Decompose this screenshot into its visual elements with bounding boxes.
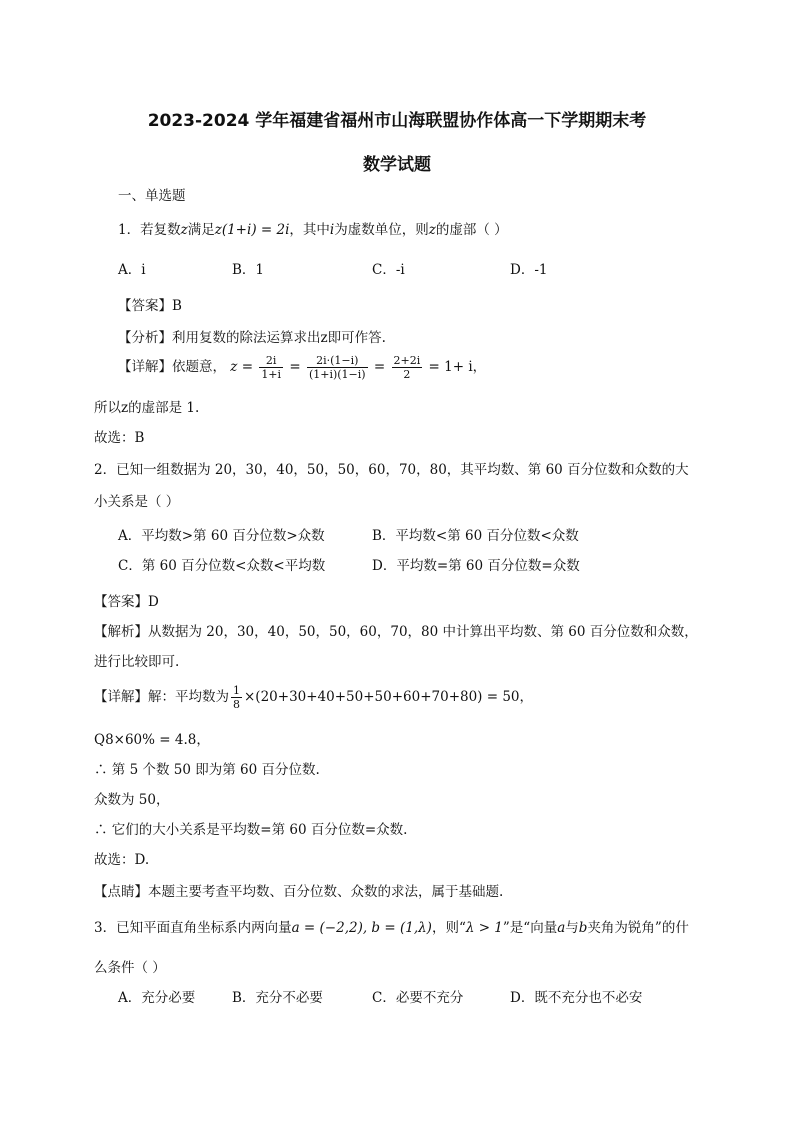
question-2-stem-line2: 小关系是（ ） (94, 494, 180, 510)
question-1-answer: 【答案】B (118, 298, 182, 314)
question-2-option-b: B．平均数<第 60 百分位数<众数 (372, 528, 579, 544)
question-2-option-c: C．第 60 百分位数<众数<平均数 (118, 558, 326, 574)
fraction: $\frac{2+2i}{2}$ (393, 354, 421, 381)
page-subtitle: 数学试题 (363, 155, 431, 175)
question-1-option-a: A．i (118, 262, 146, 278)
question-1-option-c: C．-i (372, 262, 405, 278)
question-1-detail: 【详解】依题意， z = $\frac{2i}{1+i}$ = $\frac{2i\cdot(1-i)}{(1+i)(1-i)}$ = $\frac{2+2i}{2}$ = 1+ i， (118, 354, 487, 381)
question-3-option-a: A．充分必要 (118, 990, 196, 1006)
fraction: $\frac{2i}{1+i}$ (261, 354, 282, 381)
question-1-analysis: 【分析】利用复数的除法运算求出z即可作答. (118, 330, 386, 346)
question-1-choose: 故选：B (94, 430, 145, 446)
question-3-option-c: C．必要不充分 (372, 990, 464, 1006)
question-2-choose: 故选：D. (94, 852, 150, 868)
question-1-stem: 1．若复数z满足z(1+i) = 2i，其中i为虚数单位，则z的虚部（ ） (118, 222, 508, 238)
question-1-option-d: D．-1 (510, 262, 548, 278)
question-2-answer: 【答案】D (94, 594, 159, 610)
fraction: $\frac{1}{8}$ (233, 684, 240, 711)
question-2-stem-line1: 2．已知一组数据为 20，30，40，50，50，60，70，80，其平均数、第 60 百分位数和众数的大 (94, 462, 689, 478)
question-2-analysis-line1: 【解析】从数据为 20，30，40，50，50，60，70，80 中计算出平均数、第 60 百分位数和众数， (94, 624, 698, 640)
question-1-option-b: B．1 (232, 262, 265, 278)
question-2-step1: Q8×60% = 4.8， (94, 732, 210, 748)
section-heading: 一、单选题 (118, 188, 186, 204)
question-2-step4: ∴ 它们的大小关系是平均数=第 60 百分位数=众数. (94, 822, 408, 838)
question-3-option-b: B．充分不必要 (232, 990, 323, 1006)
question-2-detail: 【详解】解：平均数为 $\frac{1}{8}$ ×(20+30+40+50+50+60+70+80) = 50， (94, 684, 534, 711)
question-3-option-d: D．既不充分也不必安 (510, 990, 643, 1006)
question-3-stem-line1: 3．已知平面直角坐标系内两向量a = (−2,2), b = (1,λ)，则“λ > 1”是“向量a与b夹角为锐角”的什 (94, 920, 689, 936)
question-2-option-a: A．平均数>第 60 百分位数>众数 (118, 528, 325, 544)
question-2-step2: ∴ 第 5 个数 50 即为第 60 百分位数. (94, 762, 320, 778)
question-2-step3: 众数为 50， (94, 792, 170, 808)
question-3-stem-line2: 么条件（ ） (94, 960, 166, 976)
page-title: 2023-2024 学年福建省福州市山海联盟协作体高一下学期期末考 (147, 111, 647, 131)
question-2-option-d: D．平均数=第 60 百分位数=众数 (372, 558, 580, 574)
fraction: $\frac{2i\cdot(1-i)}{(1+i)(1-i)}$ (308, 354, 366, 381)
question-2-comment: 【点睛】本题主要考查平均数、百分位数、众数的求法，属于基础题. (94, 884, 504, 900)
question-2-analysis-line2: 进行比较即可. (94, 654, 180, 670)
question-1-conclusion: 所以z的虚部是 1. (94, 400, 200, 416)
